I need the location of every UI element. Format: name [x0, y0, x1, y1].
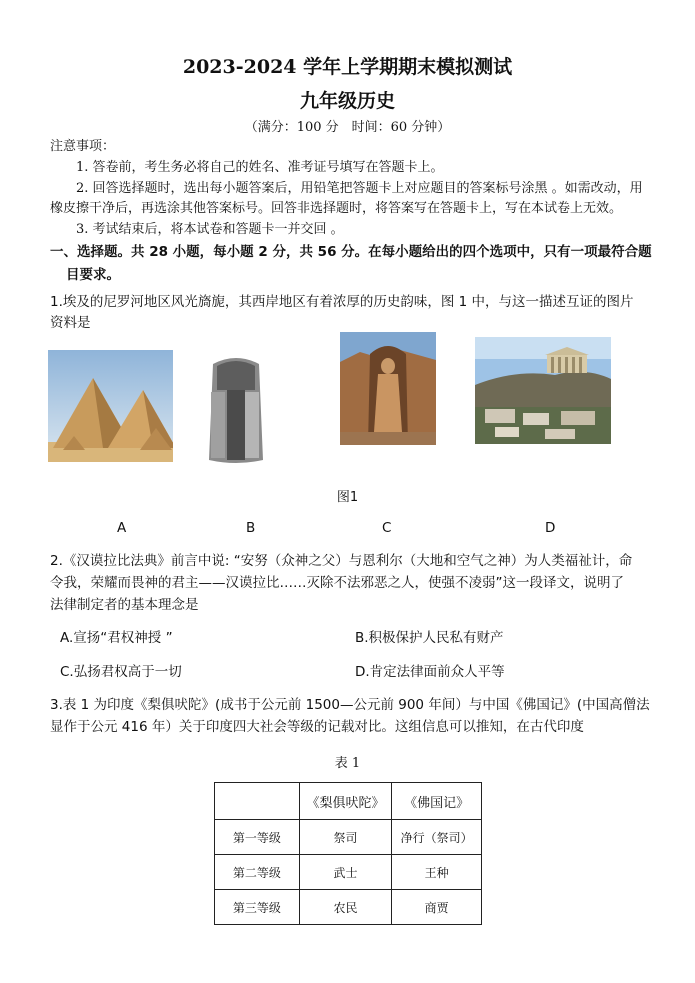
section-heading: 一、选择题。共 28 小题，每小题 2 分，共 56 分。在每小题给出的四个选项中，只有一项最符合题	[50, 244, 652, 260]
q3-stem-1: 3.表 1 为印度《梨俱吠陀》(成书于公元前 1500—公元前 900 年间）与中国《佛国记》(中国高僧法	[50, 697, 650, 713]
caste-comparison-table	[214, 782, 482, 925]
table-cell: 第一等级	[215, 820, 300, 855]
q1-stem-2: 资料是	[50, 315, 91, 331]
q2-option-b: B.积极保护人民私有财产	[355, 630, 504, 646]
table-header-cell: 《梨俱吠陀》	[299, 783, 392, 820]
q2-stem-3: 法律制定者的基本理念是	[50, 597, 199, 613]
table-header-cell: 《佛国记》	[392, 783, 482, 820]
table-cell: 净行（祭司）	[392, 820, 482, 855]
q1-stem-1: 1.埃及的尼罗河地区风光旖旎，其西岸地区有着浓厚的历史韵味，图 1 中，与这一描述互证的图片	[50, 294, 634, 310]
image-buddha-statue	[340, 332, 436, 445]
note-3: 3. 考试结束后，将本试卷和答题卡一并交回 。	[76, 222, 344, 237]
table-cell: 第二等级	[215, 855, 300, 890]
exam-meta: （满分：100 分 时间：60 分钟）	[244, 120, 451, 135]
table-header-cell	[215, 783, 300, 820]
q3-stem-2: 显作于公元 416 年）关于印度四大社会等级的记载对比。这组信息可以推知，在古代印度	[50, 719, 584, 735]
figure-1-caption: 图1	[336, 490, 359, 505]
table-row	[215, 890, 482, 925]
q1-label-a: A	[117, 520, 127, 536]
image-pyramids	[48, 350, 173, 462]
table-cell: 祭司	[299, 820, 392, 855]
table-cell: 农民	[299, 890, 392, 925]
table-1-caption: 表 1	[334, 756, 361, 771]
exam-title: 2023-2024 学年上学期期末模拟测试	[182, 56, 513, 78]
table-header-row	[215, 783, 482, 820]
q1-label-d: D	[545, 520, 556, 536]
image-acropolis	[475, 337, 611, 444]
table-row	[215, 820, 482, 855]
table-cell: 第三等级	[215, 890, 300, 925]
q1-label-b: B	[246, 520, 256, 536]
q2-stem-1: 2.《汉谟拉比法典》前言中说: “安努（众神之父）与恩利尔（大地和空气之神）为人类福祉计，命	[50, 553, 633, 569]
q2-option-d: D.肯定法律面前众人平等	[355, 664, 505, 680]
section-heading-cont: 目要求。	[66, 267, 120, 283]
notes-heading: 注意事项：	[50, 139, 116, 154]
note-2b: 橡皮擦干净后，再选涂其他答案标号。回答非选择题时，将答案写在答题卡上，写在本试卷上无效。	[50, 201, 623, 216]
table-cell: 王种	[392, 855, 482, 890]
q2-option-a: A.宣扬“君权神授 ”	[60, 630, 173, 646]
q2-option-c: C.弘扬君权高于一切	[60, 664, 182, 680]
exam-subject: 九年级历史	[299, 90, 395, 112]
q1-label-c: C	[382, 520, 392, 536]
note-1: 1. 答卷前，考生务必将自己的姓名、准考证号填写在答题卡上。	[76, 160, 444, 175]
q2-stem-2: 令我，荣耀而畏神的君主——汉谟拉比……灭除不法邪恶之人，使强不凌弱”这一段译文，说明了	[50, 575, 624, 591]
table-cell: 武士	[299, 855, 392, 890]
table-cell: 商贾	[392, 890, 482, 925]
image-stele	[205, 352, 267, 467]
table-row	[215, 855, 482, 890]
note-2a: 2. 回答选择题时，选出每小题答案后，用铅笔把答题卡上对应题目的答案标号涂黑 。如需改动，用	[76, 181, 643, 196]
